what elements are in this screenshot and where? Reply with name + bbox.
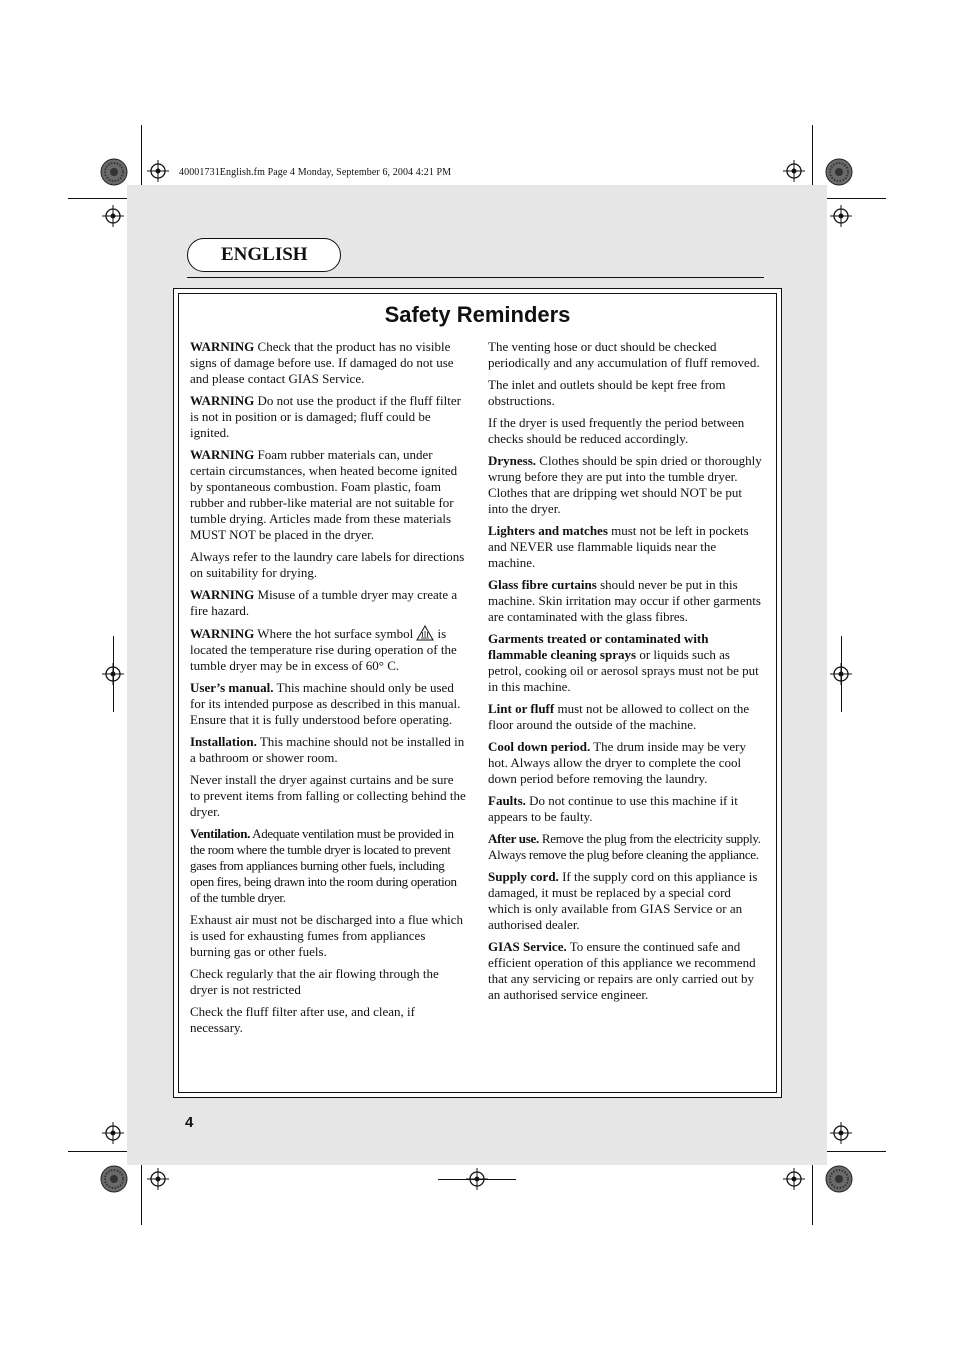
paragraph-text: The drum inside may be very hot. Always allow the dryer to complete the cool down period before removing the laundry. (488, 739, 746, 786)
paragraph-lead: Supply cord. (488, 869, 559, 884)
registration-mark-icon (783, 160, 805, 182)
paragraph-text: Check the fluff filter after use, and clean, if necessary. (190, 1004, 415, 1035)
starburst-mark-icon (825, 158, 853, 186)
paragraph (190, 625, 466, 674)
crop-mark (812, 125, 813, 185)
paragraph-lead: WARNING (190, 447, 255, 462)
language-tab (187, 238, 341, 272)
paragraph (190, 1004, 466, 1036)
crop-mark (141, 125, 142, 185)
paragraph-lead: WARNING (190, 626, 255, 641)
paragraph-lead: WARNING (190, 339, 255, 354)
paragraph (488, 523, 764, 571)
paragraph-text: The inlet and outlets should be kept free from obstructions. (488, 377, 726, 408)
paragraph-text: should never be put in this machine. Skin irritation may occur if other garments are contaminated with the glass fibres. (488, 577, 761, 624)
paragraph (488, 339, 764, 371)
paragraph (488, 415, 764, 447)
crop-mark (827, 198, 886, 199)
paragraph-text: Remove the plug from the electricity supply. Always remove the plug before cleaning the appliance. (488, 831, 761, 862)
paragraph (190, 339, 466, 387)
paragraph-text: This machine should not be installed in a bathroom or shower room. (190, 734, 465, 765)
paragraph-text: Adequate ventilation must be provided in the room where the tumble dryer is located to prevent gases from appliances burning other fuels, including open fires, being drawn into the room during operation of the tumble dryer. (190, 826, 457, 905)
paragraph-text: Exhaust air must not be discharged into a flue which is used for exhausting fumes from appliances burning gas or other fuels. (190, 912, 464, 959)
paragraph-text: Where the hot surface symbol (254, 626, 414, 641)
paragraph-text: is located the temperature rise during operation of the tumble dryer may be in excess of 60° C. (190, 626, 457, 673)
crop-mark (68, 198, 127, 199)
registration-mark-icon (830, 205, 852, 227)
paragraph-text: Foam rubber materials can, under certain circumstances, when heated become ignited by spontaneous combustion. Foam plastic, foam rubber and rubber-like material are not suitable for tumble drying. Articles made from these materials MUST NOT be placed in the dryer. (190, 447, 458, 542)
registration-mark-icon (830, 663, 852, 685)
left-column (190, 339, 466, 1042)
paragraph (488, 831, 764, 863)
paragraph-text: If the supply cord on this appliance is damaged, it must be replaced by a special cord which is only available from GIAS Service or an authorised dealer. (488, 869, 758, 932)
paragraph-lead: Cool down period. (488, 739, 591, 754)
registration-mark-icon (830, 1122, 852, 1144)
paragraph (190, 912, 466, 960)
paragraph-lead: WARNING (190, 393, 255, 408)
section-title: Safety Reminders (384, 302, 571, 327)
header-rule (187, 277, 764, 278)
paragraph-lead: Faults. (488, 793, 526, 808)
crop-mark (812, 1165, 813, 1225)
paragraph (488, 869, 764, 933)
starburst-mark-icon (825, 1165, 853, 1193)
paragraph (190, 393, 466, 441)
right-column (488, 339, 764, 1009)
registration-mark-icon (102, 1122, 124, 1144)
file-slug: 40001731English.fm Page 4 Monday, September 6, 2004 4:21 PM (179, 167, 452, 178)
paragraph (488, 701, 764, 733)
registration-mark-icon (147, 160, 169, 182)
paragraph (488, 377, 764, 409)
paragraph (190, 447, 466, 543)
paragraph-lead: After use. (488, 831, 539, 846)
paragraph (488, 453, 764, 517)
paragraph-text: must not be left in pockets and NEVER use flammable liquids near the machine. (488, 523, 749, 570)
paragraph-text: This machine should only be used for its intended purpose as described in this manual. Ensure that it is fully understood before operating. (190, 680, 461, 727)
paragraph-text: must not be allowed to collect on the floor around the outside of the machine. (488, 701, 750, 732)
paragraph (488, 577, 764, 625)
crop-mark (827, 1151, 886, 1152)
page-number: 4 (185, 1114, 194, 1131)
paragraph-text: Check that the product has no visible signs of damage before use. If damaged do not use and please contact GIAS Service. (190, 339, 454, 386)
paragraph-lead: Lint or fluff (488, 701, 555, 716)
paragraph-text: The venting hose or duct should be checked periodically and any accumulation of fluff removed. (488, 339, 760, 370)
paragraph-text: Check regularly that the air flowing through the dryer is not restricted (190, 966, 439, 997)
paragraph-lead: GIAS Service. (488, 939, 567, 954)
paragraph (488, 793, 764, 825)
paragraph (488, 631, 764, 695)
paragraph (190, 826, 466, 906)
hot-surface-warning-icon (416, 625, 434, 641)
paragraph-text: Do not continue to use this machine if it appears to be faulty. (488, 793, 738, 824)
paragraph-text: or liquids such as petrol, cooking oil or aerosol sprays must not be put in this machine. (488, 647, 759, 694)
paragraph-lead: Dryness. (488, 453, 537, 468)
paragraph-lead: Garments treated or contaminated with flammable cleaning sprays (488, 631, 709, 662)
starburst-mark-icon (100, 158, 128, 186)
registration-mark-icon (102, 205, 124, 227)
crop-mark (141, 1165, 142, 1225)
paragraph-text: Always refer to the laundry care labels for directions on suitability for drying. (190, 549, 465, 580)
registration-mark-icon (783, 1168, 805, 1190)
paragraph (190, 772, 466, 820)
paragraph (190, 549, 466, 581)
registration-mark-icon (147, 1168, 169, 1190)
paragraph-lead: Glass fibre curtains (488, 577, 597, 592)
paragraph-lead: User’s manual. (190, 680, 274, 695)
paragraph-lead: Installation. (190, 734, 257, 749)
paragraph-text: Misuse of a tumble dryer may create a fire hazard. (190, 587, 458, 618)
paragraph (190, 734, 466, 766)
paragraph (488, 939, 764, 1003)
starburst-mark-icon (100, 1165, 128, 1193)
paragraph (190, 966, 466, 998)
registration-mark-icon (466, 1168, 488, 1190)
paragraph-text: Clothes should be spin dried or thoroughly wrung before they are put into the tumble dryer. Clothes that are dripping wet should NOT be put into the dryer. (488, 453, 762, 516)
crop-mark (68, 1151, 127, 1152)
paragraph-lead: Ventilation. (190, 826, 250, 841)
registration-mark-icon (102, 663, 124, 685)
language-tab-label: ENGLISH (221, 244, 308, 265)
paragraph-text: If the dryer is used frequently the period between checks should be reduced accordingly. (488, 415, 745, 446)
paragraph-lead: Lighters and matches (488, 523, 608, 538)
paragraph (488, 739, 764, 787)
paragraph-text: To ensure the continued safe and efficient operation of this appliance we recommend that any servicing or repairs are only carried out by an authorised service engineer. (488, 939, 756, 1002)
paragraph-lead: WARNING (190, 587, 255, 602)
paragraph (190, 680, 466, 728)
paragraph-text: Never install the dryer against curtains and be sure to prevent items from falling or collecting behind the dryer. (190, 772, 466, 819)
paragraph-text: Do not use the product if the fluff filter is not in position or is damaged; fluff could be ignited. (190, 393, 461, 440)
paragraph (190, 587, 466, 619)
